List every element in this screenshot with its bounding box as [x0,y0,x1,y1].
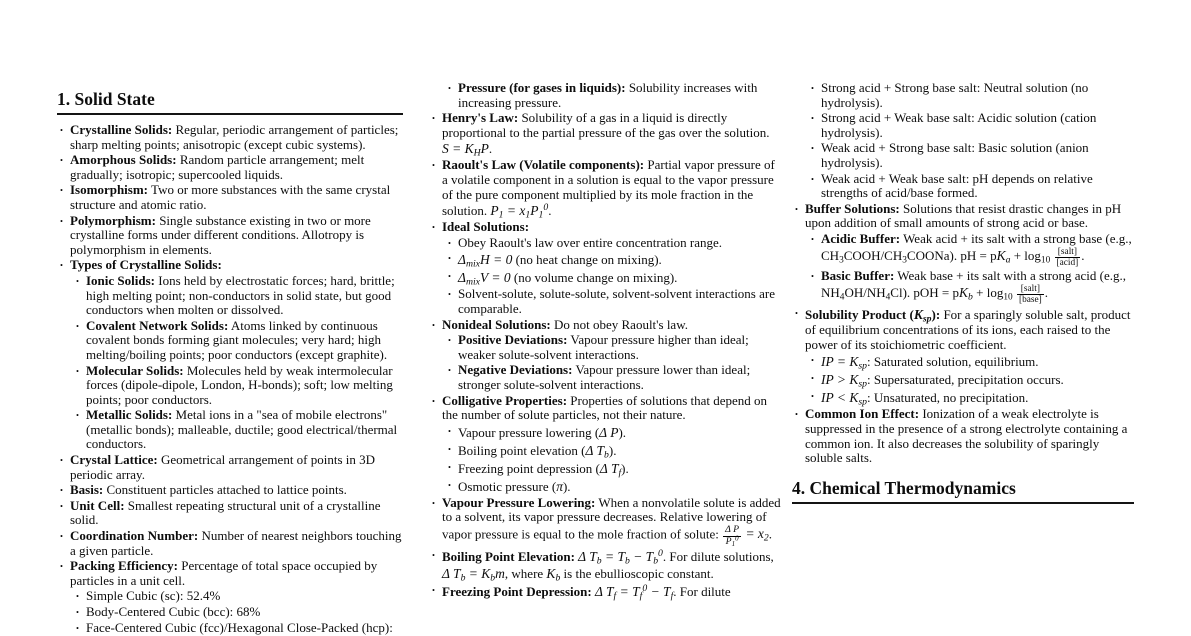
bullet-icon: • [811,373,814,384]
text-segment: ). [618,424,627,440]
list-item [429,220,782,235]
subscript: b [596,555,602,567]
list-item-text [805,306,1134,352]
list-item [57,453,403,482]
text-segment: Colligative Properties: [442,392,568,408]
list-item [57,621,403,636]
bullet-icon: • [811,233,814,244]
list-item-text [70,483,403,498]
list-item-text [458,251,782,271]
list-item [57,559,403,588]
subscript: mix [465,277,480,289]
text-segment: Boiling point elevation ( [458,442,586,458]
bullet-icon: • [432,319,435,330]
text-segment: Vapour pressure higher than ideal; weaker solute-solvent interactions. [458,332,749,362]
equilibria-thermodynamics-column [792,81,1134,512]
text-segment: Crystalline Solids: [70,122,173,137]
list-item-text [458,363,782,392]
list-item-text [458,81,782,110]
text-segment: Single substance existing in two or more crystalline forms under different conditions. Allotropy is polymorphism in elements. [70,212,371,257]
list-item-text [70,214,403,258]
text-segment: Solubility increases with increasing pressure. [458,80,758,110]
text-segment: Isomorphism: [70,182,149,198]
text-segment: Metallic Solids: [86,407,173,423]
list-item [792,269,1134,305]
list-item [57,529,403,558]
list-item [429,81,782,110]
bullet-icon: • [432,160,435,171]
text-segment: ). [562,478,571,494]
subscript: 10 [1003,292,1013,303]
text-segment: Random particle arrangement; melt gradually; isotropic; supercooled liquids. [70,152,365,182]
bullet-icon: • [60,125,63,135]
list-item-text [805,407,1134,465]
text-segment: Strong acid + Strong base salt: Neutral solution (no hydrolysis). [821,80,1089,110]
text-segment: Covalent Network Solids: [86,317,229,333]
text-segment: Vapour pressure lowering ( [458,424,600,440]
text-segment: Weak acid + Weak base salt: pH depends on relative strengths of acid/base formed. [821,170,1093,201]
bullet-icon: • [448,253,451,264]
bullet-icon: • [795,308,798,319]
text-segment: . [1081,247,1085,263]
text-segment: Basic Buffer: [821,268,895,284]
text-segment: , where [504,566,547,582]
bullet-icon: • [811,113,814,124]
subscript: b [460,572,466,584]
text-segment: . For dilute [673,584,731,600]
superscript: 0 [735,534,739,543]
text-segment: Percentage of total space occupied by particles in a unit cell. [70,558,378,588]
list-item-text [70,559,403,588]
math-expression: π [556,478,563,494]
text-segment: Buffer Solutions: [805,200,900,216]
text-segment: Molecules held by weak intermolecular forces (dipole-dipole, London, H-bonds); soft; low melting points; poor conductors. [86,362,393,407]
math-expression: $S = K_HP$ [442,141,489,160]
list-item-text [442,220,782,235]
list-item-text [442,158,782,219]
bullet-icon: • [432,585,435,596]
list-item [57,364,403,408]
text-segment: : Unsaturated, no precipitation. [867,390,1029,406]
list-item-text [821,172,1134,201]
list-item-text [458,460,782,477]
bullet-icon: • [60,260,63,271]
math-expression: $K_a$ [996,247,1011,266]
text-segment: Negative Deviations: [458,362,573,378]
math-expression: Δ P [599,424,619,440]
subscript: mix [465,259,480,271]
text-segment: Polymorphism: [70,212,156,228]
list-item-text [458,424,782,441]
text-segment: ): [931,307,941,323]
bullet-icon: • [60,561,63,572]
text-segment: Coordination Number: [70,528,199,544]
bullet-icon: • [76,622,79,633]
list-item-text [458,442,782,459]
bullet-icon: • [76,410,79,421]
list-item [792,111,1134,140]
list-item [429,333,782,362]
bullet-icon: • [432,113,435,124]
text-segment: Osmotic pressure ( [458,478,557,494]
list-item [429,583,782,600]
bullet-icon: • [432,550,435,561]
text-segment: (no heat change on mixing). [512,252,662,268]
text-segment: Types of Crystalline Solids: [70,257,222,273]
list-item [57,274,403,318]
subscript: 4 [885,292,891,303]
math-expression: $K_b$ [546,566,561,584]
list-item [792,202,1134,231]
subscript: 1 [731,539,736,548]
list-item-text [442,318,782,333]
list-item-text [821,371,1134,391]
text-segment: Amorphous Solids: [70,152,177,168]
subscript: f [639,590,643,602]
list-item [57,408,403,452]
subscript: b [490,572,496,584]
bullet-icon: • [448,479,451,490]
text-segment: Weak acid + Strong base salt: Basic solution (anion hydrolysis). [821,140,1089,170]
list-item [792,232,1134,268]
text-segment: Metal ions in a "sea of mobile electrons" (metallic bonds); malleable, ductile; good electrical/thermal conductors. [86,407,398,452]
subscript: 3 [902,255,907,266]
list-item-text [442,583,782,600]
list-item-text [86,589,403,604]
bullet-icon: • [811,143,814,154]
subscript: sp [858,379,868,391]
list-item-text [458,236,782,251]
text-segment: Vapour Pressure Lowering: [442,494,596,510]
list-item-text [442,394,782,423]
list-item [792,172,1134,201]
list-item [792,389,1134,409]
subscript: f [670,590,674,602]
text-segment: Obey Raoult's law over entire concentration range. [458,234,723,250]
list-item [792,306,1134,352]
list-item-text [70,453,403,482]
text-segment: Raoult's Law (Volatile components): [442,157,645,173]
list-item [429,424,782,441]
superscript: 0 [543,202,549,214]
list-item-text [442,548,782,582]
text-segment: Freezing point depression ( [458,460,600,476]
list-item [429,478,782,495]
text-segment: Unit Cell: [70,497,125,513]
text-segment: Acidic Buffer: [821,230,901,246]
fraction: $\frac{\text{[salt]}}{\text{[acid]}}$ [1056,246,1079,268]
subscript: f [613,590,617,602]
subscript: a [1005,254,1011,266]
text-segment [1016,283,1045,305]
math-expression: Δ $T_f$ [599,460,622,479]
bullet-icon: • [60,455,63,466]
superscript: 0 [642,583,648,595]
subscript: b [555,572,561,584]
text-segment: ). [621,460,629,476]
list-item [57,153,403,182]
subscript: 3 [839,255,844,266]
list-item [57,258,403,273]
text-segment: : Supersaturated, precipitation occurs. [867,372,1064,388]
list-item-text [442,110,782,160]
list-item-text [442,496,782,548]
math-expression: Δ $T_b = K_bm$ [442,566,505,584]
subscript: b [653,555,659,567]
list-item [792,141,1134,170]
fraction: $\frac{\text{Δ P}}{P_1^0}$ [725,523,740,548]
math-expression: $P_1 = x_1P_1^0$ [490,202,549,221]
text-segment: Simple Cubic (sc): 52.4% [86,588,221,604]
list-item [429,548,782,582]
text-segment: Common Ion Effect: [805,406,920,422]
subscript: sp [858,361,868,373]
solutions-column [429,81,782,601]
text-segment: When a nonvolatile solute is added to a solvent, its vapor pressure decreases. Relative lowering of vapor pressure is equal to the mole fraction of solute: [442,494,781,542]
bullet-icon: • [795,203,798,214]
text-segment [1054,246,1085,268]
text-segment: Positive Deviations: [458,332,568,348]
list-item-text [70,123,403,152]
list-item-text [70,529,403,558]
list-item [429,236,782,251]
subscript: sp [922,313,932,325]
list-item [57,605,403,620]
list-item-text [70,499,403,528]
math-expression: IP < $K_{sp}$ [821,390,868,409]
text-segment: Geometrical arrangement of points in 3D periodic array. [70,452,376,482]
list-item-text [70,153,403,182]
subscript: 4 [839,292,845,303]
list-item-text [821,269,1134,305]
bullet-icon: • [76,275,79,286]
list-item-text [458,333,782,362]
text-segment: Ionic Solids: [86,272,155,288]
list-item [57,183,403,212]
list-item [57,319,403,363]
math-expression: $K_{sp}$ [913,307,932,325]
bullet-icon: • [432,497,435,508]
bullet-icon: • [60,155,63,166]
list-item-text [821,232,1134,268]
list-item-text [821,111,1134,140]
list-item [57,589,403,604]
subscript: b [604,449,609,461]
text-segment: . [1044,284,1049,300]
list-item [429,394,782,423]
list-item-text [458,269,782,289]
list-item [792,353,1134,373]
list-item [429,318,782,333]
solid-state-column [57,90,403,636]
bullet-icon: • [432,395,435,406]
text-segment: + $\log_{10}$ [972,284,1013,303]
bullet-icon: • [448,271,451,282]
bullet-icon: • [811,355,814,366]
list-item-text [86,319,403,363]
list-item-text [821,141,1134,170]
text-segment: . [488,141,493,157]
text-segment: Regular, periodic arrangement of particles; sharp melting points; anisotropic (except cubic systems). [70,122,399,152]
text-segment: (no volume change on mixing). [510,270,678,286]
text-segment: Solubility Product ( [805,307,914,323]
list-item [429,363,782,392]
list-item [792,407,1134,465]
bullet-icon: • [432,222,435,233]
bullet-icon: • [448,365,451,376]
heading-solid-state: 1. Solid State [57,90,403,115]
list-item-text [821,389,1134,409]
bullet-icon: • [448,83,451,93]
math-expression: $\Delta_{mix}H = 0$ [458,252,513,271]
text-segment: Constituent particles attached to lattice points. [103,482,347,498]
list-item [57,483,403,498]
list-item-text [458,287,782,316]
text-segment: Ideal Solutions: [442,219,530,235]
text-segment: Smallest repeating structural unit of a crystalline solid. [70,497,381,528]
text-segment: : Saturated solution, equilibrium. [867,354,1039,370]
bullet-icon: • [811,271,814,282]
bullet-icon: • [60,500,63,511]
text-segment: . For dilute solutions, [662,549,774,565]
bullet-icon: • [60,215,63,226]
list-item [429,269,782,289]
text-segment: Do not obey Raoult's law. [550,316,688,332]
bullet-icon: • [60,531,63,542]
bullet-icon: • [76,365,79,376]
math-expression: Δ $T_b = T_b - T_b^0$ [578,548,663,567]
bullet-icon: • [448,335,451,346]
text-segment: Atoms linked by continuous covalent bonds forming giant molecules; very hard; high melting/boiling points; poor conductors (except graphite). [86,317,388,362]
text-segment: + $\log_{10}$ [1010,247,1051,266]
superscript: 0 [658,548,663,560]
list-item [429,496,782,548]
text-segment: Vapour pressure lower than ideal; stronger solute-solvent interactions. [458,362,751,392]
subscript: H [473,148,481,160]
math-expression: $\Delta_{mix}V = 0$ [458,270,511,289]
text-segment: Freezing Point Depression: [442,584,592,600]
fraction: $\frac{\text{[salt]}}{\text{[base]}}$ [1018,283,1042,305]
text-segment: ). [608,442,617,458]
list-item-text [821,353,1134,373]
list-item [57,214,403,258]
list-item-text [458,478,782,495]
bullet-icon: • [76,591,79,602]
text-segment: Packing Efficiency: [70,558,178,574]
text-segment: For a sparingly soluble salt, product of equilibrium concentrations of its ions, each raised to the power of its stoichiometric coefficient. [805,307,1131,352]
text-segment: Ionization of a weak electrolyte is suppressed in the presence of a strong electrolyte containing a common ion. It also decreases the solubility of sparingly soluble salts. [805,406,1128,466]
text-segment: Weak base + its salt with a strong acid (e.g., $NH_4OH/NH_4Cl$). pOH = p [821,268,1126,303]
math-expression: IP = $K_{sp}$ [821,354,868,373]
bullet-icon: • [76,607,79,617]
text-segment: Properties of solutions that depend on the number of solute particles, not their nature. [442,392,768,423]
list-item-text [86,605,403,620]
text-segment: Solvent-solute, solute-solute, solvent-solvent interactions are comparable. [458,286,775,316]
bullet-icon: • [448,425,451,436]
subscript: sp [858,397,868,409]
list-item [429,251,782,271]
text-segment: Two or more substances with the same crystal structure and atomic ratio. [70,182,391,212]
list-item [429,158,782,219]
list-item-text [70,183,403,212]
bullet-icon: • [448,443,451,454]
math-expression: IP > $K_{sp}$ [821,372,868,391]
text-segment: . [548,203,552,219]
bullet-icon: • [811,83,814,93]
list-item-text [70,258,403,273]
list-item [429,442,782,459]
subscript: 1 [525,209,531,221]
subscript: 1 [538,209,544,221]
text-segment: Solubility of a gas in a liquid is directly proportional to the partial pressure of the gas over the solution. [442,110,770,140]
list-item [57,123,403,152]
bullet-icon: • [60,185,63,196]
math-expression: Δ $T_b$ [585,442,609,461]
math-expression: $\frac{\text{Δ P}}{P_1^0}$ = $x_2$ [725,523,769,548]
bullet-icon: • [811,391,814,402]
text-segment: Molecular Solids: [86,362,184,378]
subscript: b [968,291,973,303]
text-segment: Pressure (for gases in liquids): [458,80,626,95]
bullet-icon: • [448,289,451,300]
list-item [429,110,782,160]
list-item [429,287,782,316]
text-segment: Crystal Lattice: [70,452,158,468]
subscript: b [624,555,630,567]
text-segment: Face-Centered Cubic (fcc)/Hexagonal Close-Packed (hcp): [86,619,393,635]
text-segment: is the ebullioscopic constant. [560,566,714,582]
text-segment: Basis: [70,482,104,498]
bullet-icon: • [76,320,79,331]
subscript: 1 [498,209,504,221]
text-segment: Body-Centered Cubic (bcc): 68% [86,604,261,619]
bullet-icon: • [811,173,814,184]
text-segment: Partial vapor pressure of a volatile component in a solution is equal to the vapor pressure of the pure component multiplied by its mole fraction in the solution. [442,157,775,219]
subscript: f [618,467,622,479]
text-segment: Nonideal Solutions: [442,316,551,332]
text-segment: Boiling Point Elevation: [442,549,575,565]
list-item-text [86,274,403,318]
heading-chemical-thermodynamics: 4. Chemical Thermodynamics [792,479,1134,504]
subscript: 10 [1040,255,1051,266]
list-item [429,460,782,477]
list-item-text [805,202,1134,231]
bullet-icon: • [795,409,798,420]
list-item-text [86,364,403,408]
math-expression: $K_b$ [959,284,973,303]
text-segment: . [768,526,773,542]
text-segment: Strong acid + Weak base salt: Acidic solution (cation hydrolysis). [821,110,1097,140]
text-segment: Number of nearest neighbors touching a given particle. [70,528,402,558]
text-segment: Weak acid + its salt with a strong base (e.g., $CH_3COOH/CH_3COONa$). pH = p [821,230,1132,266]
text-segment: Ions held by electrostatic forces; hard, brittle; high melting point; non-conductors in solid state, but good conductors when molten or dissolved. [86,272,395,318]
bullet-icon: • [448,237,451,248]
list-item [792,371,1134,391]
bullet-icon: • [448,461,451,472]
bullet-icon: • [60,485,63,496]
subscript: 2 [763,532,769,544]
text-segment: Henry's Law: [442,110,519,126]
list-item [792,81,1134,110]
list-item-text [86,621,403,636]
list-item [57,499,403,528]
math-expression: Δ $T_f = T_f^0 - T_f$ [594,583,674,602]
list-item-text [821,81,1134,110]
list-item-text [86,408,403,452]
text-segment: Solutions that resist drastic changes in pH upon addition of small amounts of strong acid or base. [805,200,1122,231]
